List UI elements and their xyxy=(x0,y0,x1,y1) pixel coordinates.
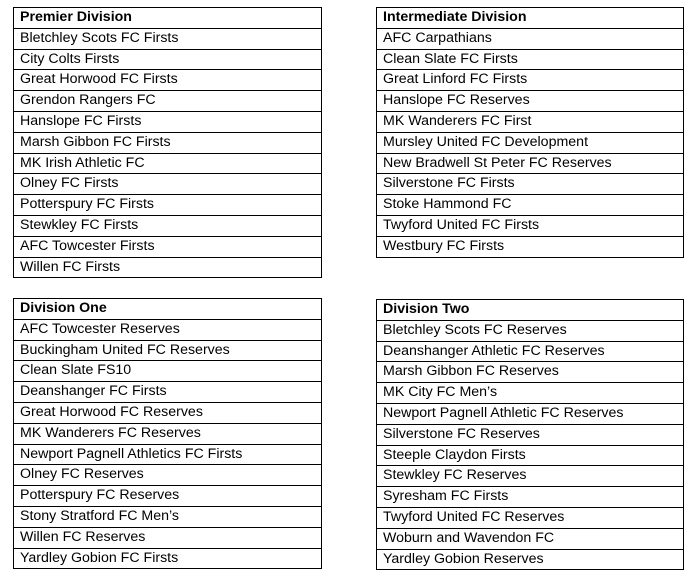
team-name: Clean Slate FS10 xyxy=(14,361,322,382)
team-name: Silverstone FC Reserves xyxy=(377,424,684,445)
team-name: Willen FC Firsts xyxy=(14,257,322,278)
team-name: Bletchley Scots FC Firsts xyxy=(14,28,322,49)
team-name: Newport Pagnell Athletic FC Reserves xyxy=(377,403,684,424)
table-row xyxy=(14,49,322,70)
table-row xyxy=(14,340,322,361)
table-row xyxy=(377,487,684,508)
team-name: Steeple Claydon Firsts xyxy=(377,445,684,466)
table-row xyxy=(377,91,684,112)
table-row xyxy=(14,70,322,91)
table-row xyxy=(14,548,322,569)
table-row xyxy=(377,507,684,528)
team-name: Great Linford FC Firsts xyxy=(377,70,684,91)
team-name: Stewkley FC Reserves xyxy=(377,466,684,487)
table-row xyxy=(377,174,684,195)
table-row xyxy=(377,341,684,362)
table-row xyxy=(377,111,684,132)
team-name: Stoke Hammond FC xyxy=(377,195,684,216)
team-name: Marsh Gibbon FC Firsts xyxy=(14,132,322,153)
table-row xyxy=(377,403,684,424)
table-row xyxy=(14,111,322,132)
team-list xyxy=(14,299,322,569)
team-name: Marsh Gibbon FC Reserves xyxy=(377,362,684,383)
table-row xyxy=(377,466,684,487)
team-name: Great Horwood FC Reserves xyxy=(14,402,322,423)
team-name: MK City FC Men’s xyxy=(377,383,684,404)
table-row xyxy=(14,132,322,153)
team-name: AFC Carpathians xyxy=(377,28,684,49)
table-row xyxy=(14,215,322,236)
team-name: Potterspury FC Firsts xyxy=(14,195,322,216)
table-row xyxy=(14,465,322,486)
team-name: MK Irish Athletic FC xyxy=(14,153,322,174)
team-name: Twyford United FC Reserves xyxy=(377,507,684,528)
table-row xyxy=(14,319,322,340)
premier-division-table xyxy=(13,7,322,278)
table-row xyxy=(14,153,322,174)
team-name: Twyford United FC Firsts xyxy=(377,215,684,236)
team-name: Silverstone FC Firsts xyxy=(377,174,684,195)
table-row xyxy=(14,257,322,278)
table-row xyxy=(377,549,684,570)
team-name: Great Horwood FC Firsts xyxy=(14,70,322,91)
table-row xyxy=(377,195,684,216)
table-row xyxy=(377,528,684,549)
division-title: Intermediate Division xyxy=(377,8,684,29)
team-name: Westbury FC Firsts xyxy=(377,236,684,257)
team-name: Syresham FC Firsts xyxy=(377,487,684,508)
table-row xyxy=(377,320,684,341)
table-row xyxy=(14,423,322,444)
team-name: AFC Towcester Firsts xyxy=(14,236,322,257)
table-row xyxy=(14,174,322,195)
team-name: Deanshanger FC Firsts xyxy=(14,382,322,403)
table-row xyxy=(14,382,322,403)
team-name: Hanslope FC Firsts xyxy=(14,111,322,132)
team-name: Grendon Rangers FC xyxy=(14,91,322,112)
table-row xyxy=(377,28,684,49)
team-name: Yardley Gobion FC Firsts xyxy=(14,548,322,569)
table-row xyxy=(14,402,322,423)
division-title: Division Two xyxy=(377,300,684,321)
team-name: MK Wanderers FC Reserves xyxy=(14,423,322,444)
table-row xyxy=(377,153,684,174)
team-name: Potterspury FC Reserves xyxy=(14,486,322,507)
division-title: Premier Division xyxy=(14,8,322,29)
table-row xyxy=(377,424,684,445)
table-row xyxy=(14,444,322,465)
team-name: Yardley Gobion Reserves xyxy=(377,549,684,570)
team-name: Newport Pagnell Athletics FC Firsts xyxy=(14,444,322,465)
team-name: Willen FC Reserves xyxy=(14,527,322,548)
team-name: Hanslope FC Reserves xyxy=(377,91,684,112)
table-row xyxy=(377,132,684,153)
team-name: Deanshanger Athletic FC Reserves xyxy=(377,341,684,362)
team-list xyxy=(377,8,684,258)
table-row xyxy=(14,506,322,527)
team-list xyxy=(14,8,322,278)
team-name: New Bradwell St Peter FC Reserves xyxy=(377,153,684,174)
team-name: Buckingham United FC Reserves xyxy=(14,340,322,361)
table-row xyxy=(14,28,322,49)
table-row xyxy=(14,236,322,257)
team-name: Bletchley Scots FC Reserves xyxy=(377,320,684,341)
intermediate-division-table xyxy=(376,7,684,258)
team-name: Olney FC Reserves xyxy=(14,465,322,486)
table-row xyxy=(377,383,684,404)
division-title: Division One xyxy=(14,299,322,320)
team-name: Woburn and Wavendon FC xyxy=(377,528,684,549)
team-list xyxy=(377,300,684,570)
table-row xyxy=(14,361,322,382)
team-name: MK Wanderers FC First xyxy=(377,111,684,132)
division-two-table xyxy=(376,299,684,570)
team-name: Mursley United FC Development xyxy=(377,132,684,153)
table-row xyxy=(14,486,322,507)
table-row xyxy=(377,445,684,466)
team-name: Stony Stratford FC Men’s xyxy=(14,506,322,527)
division-one-table xyxy=(13,298,322,569)
team-name: Clean Slate FC Firsts xyxy=(377,49,684,70)
team-name: AFC Towcester Reserves xyxy=(14,319,322,340)
table-row xyxy=(14,195,322,216)
team-name: Olney FC Firsts xyxy=(14,174,322,195)
team-name: Stewkley FC Firsts xyxy=(14,215,322,236)
table-row xyxy=(377,70,684,91)
team-name: City Colts Firsts xyxy=(14,49,322,70)
table-row xyxy=(377,362,684,383)
table-row xyxy=(377,236,684,257)
table-row xyxy=(377,215,684,236)
table-row xyxy=(377,49,684,70)
table-row xyxy=(14,91,322,112)
table-row xyxy=(14,527,322,548)
